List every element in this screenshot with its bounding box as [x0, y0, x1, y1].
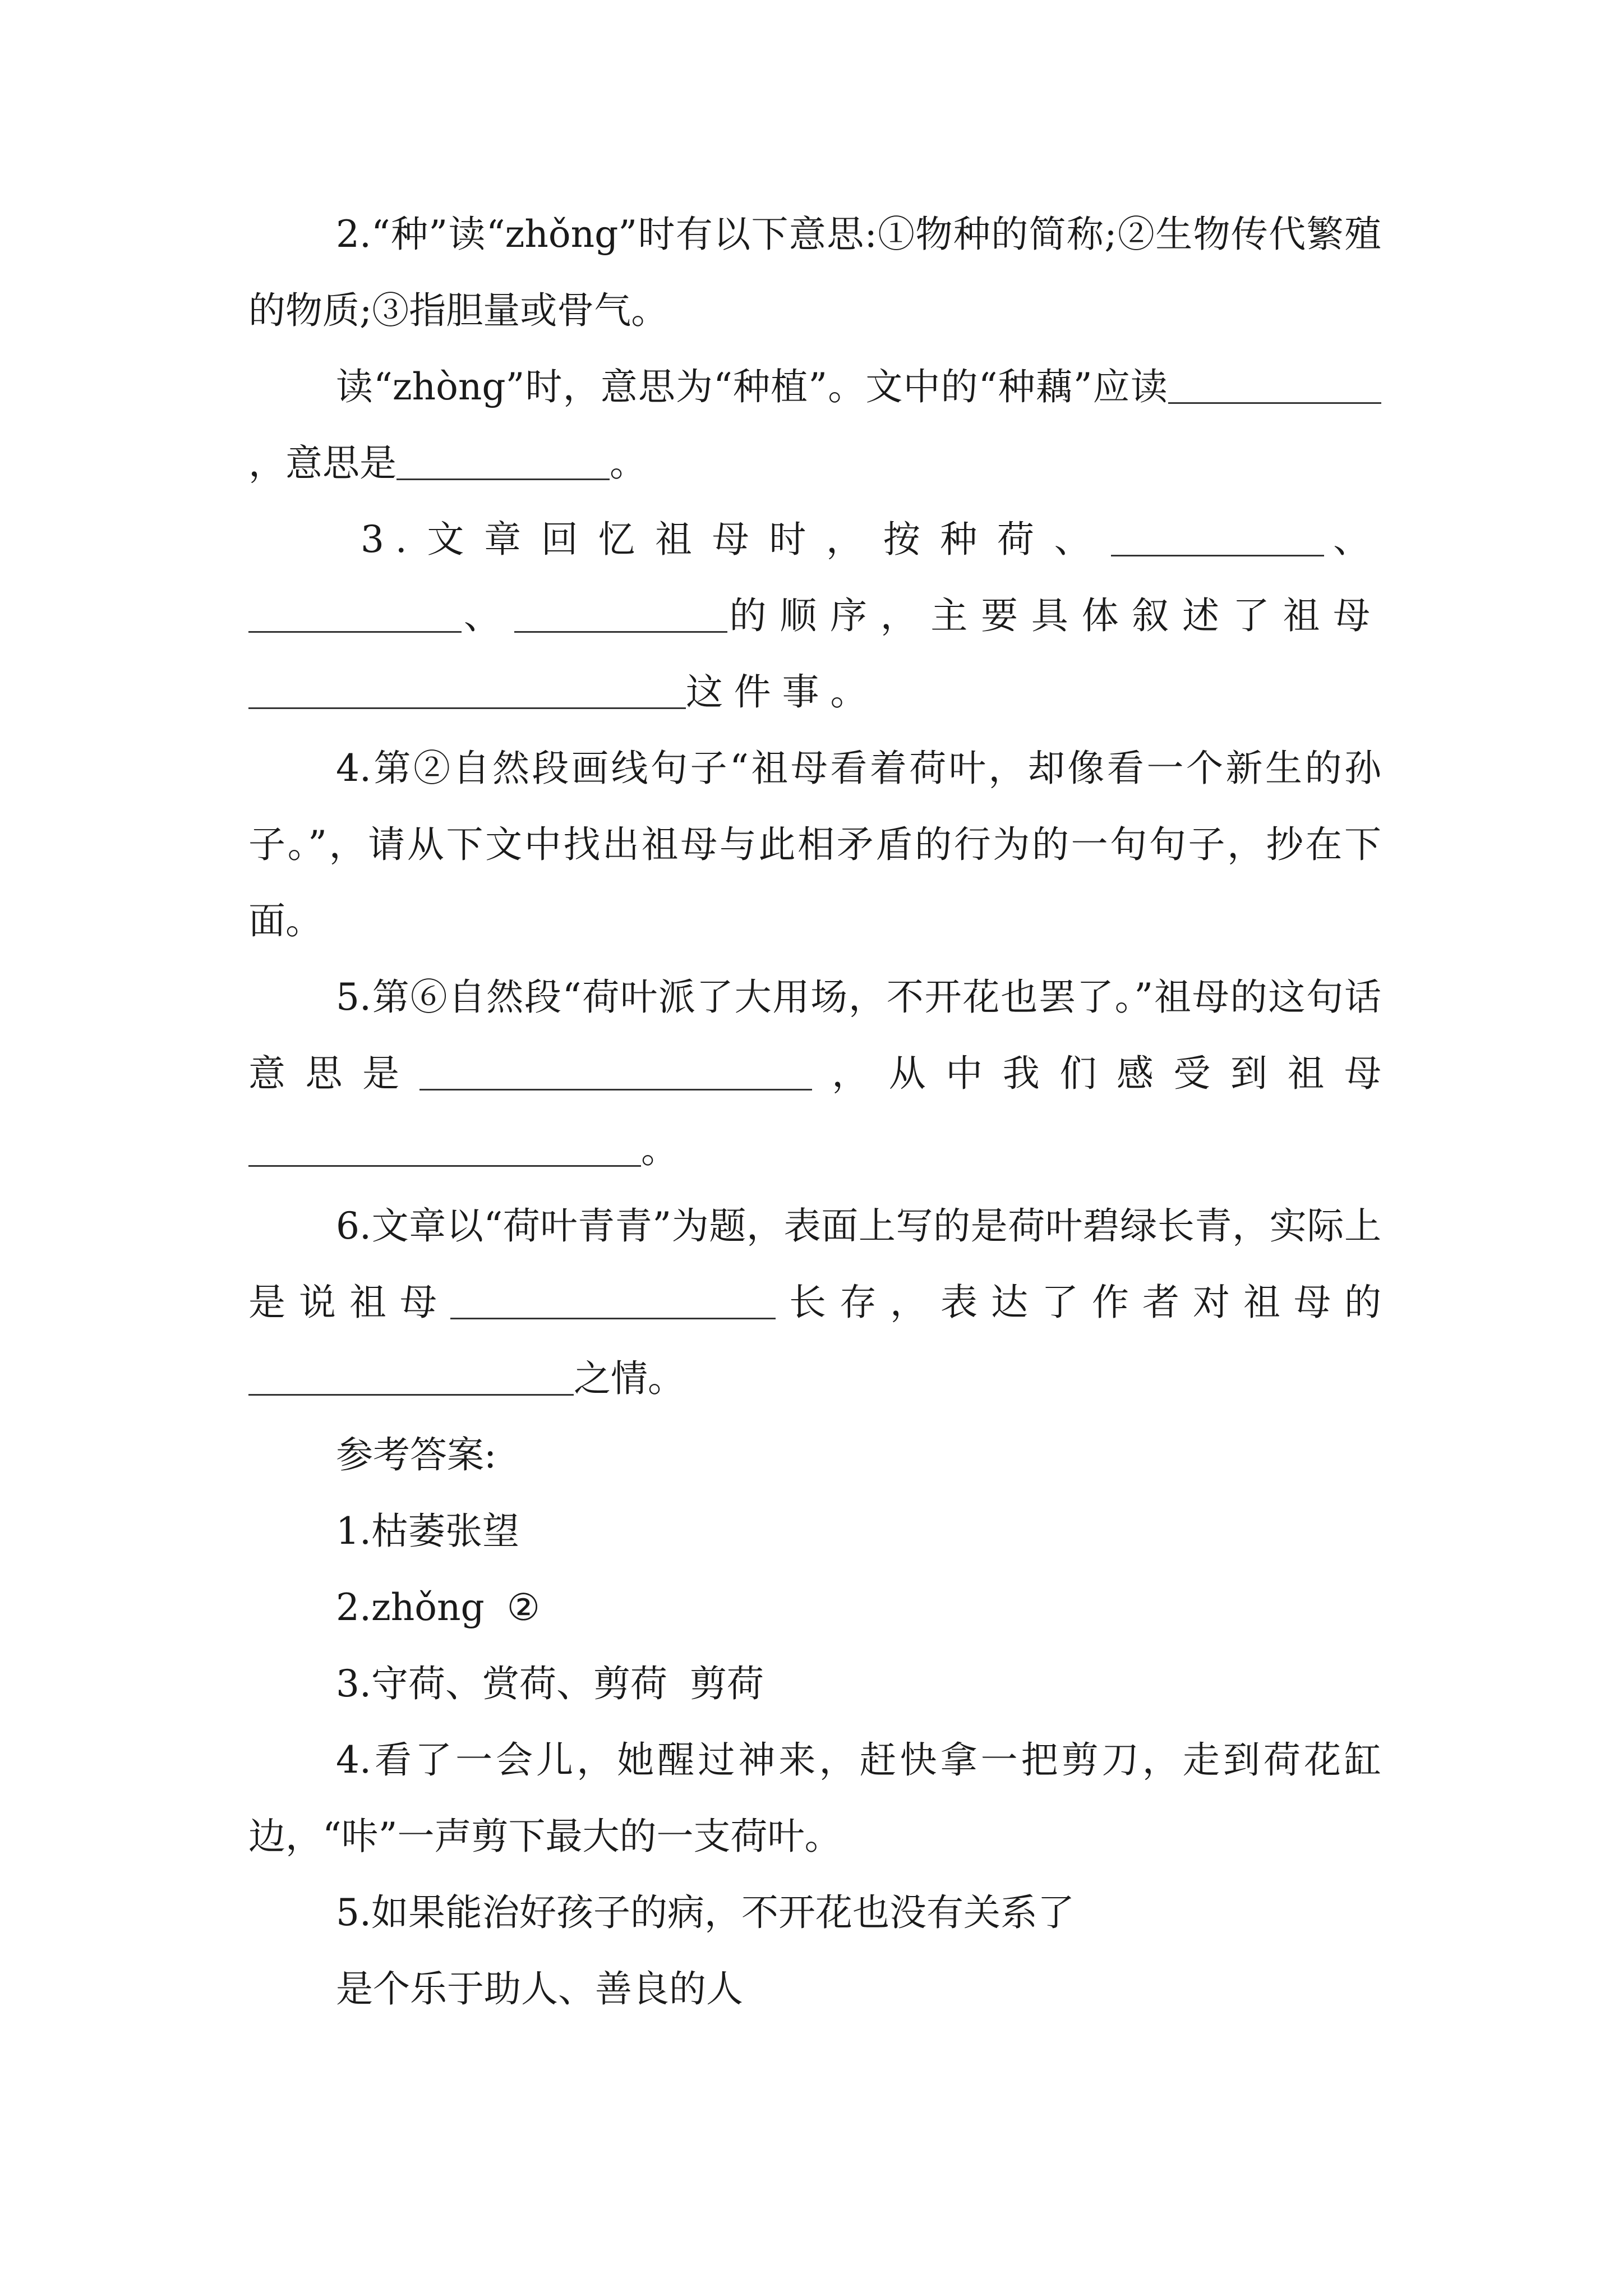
question-3-text-d: 的顺序，主要具体叙述了祖母: [727, 594, 1381, 637]
question-3-text-a: 3.文章回忆祖母时，按种荷、: [361, 518, 1112, 561]
question-5-text-b: ，从中我们感受到祖母: [811, 1052, 1382, 1095]
answer-5: 5.如果能治好孩子的病，不开花也没有关系了: [336, 1891, 1075, 1934]
question-4: 4.第②自然段画线句子“祖母看着荷叶，却像看一个新生的孙子。”，请从下文中找出祖母与此相矛盾的行为的一句句子，抄在下面。: [248, 747, 1381, 942]
question-3-text-c: 、: [462, 594, 514, 637]
question-6-text-a: 6.文章以“荷叶青青”为题，表面上写的是荷叶碧绿长青，实际上是说祖母: [248, 1204, 1381, 1324]
answer-3-order: 3.守荷、赏荷、剪荷: [336, 1662, 667, 1705]
answer-5-extra: 是个乐于助人、善良的人: [336, 1967, 743, 2010]
answer-blank[interactable]: [248, 1361, 574, 1396]
question-6-text-b: 长存，表达了作者对祖母的: [776, 1281, 1381, 1324]
question-6-text-c: 之情。: [574, 1357, 685, 1400]
answer-blank[interactable]: [1111, 522, 1324, 556]
question-2-text-a: 读“zhòng”时，意思为“种植”。文中的“种藕”应读: [336, 365, 1168, 408]
answer-blank[interactable]: [248, 598, 462, 633]
answer-blank[interactable]: [248, 674, 686, 709]
answer-blank[interactable]: [248, 1132, 641, 1167]
question-2-prompt: [248, 349, 1381, 501]
question-2-text-b: ，意思是: [248, 441, 396, 485]
question-3: [248, 501, 1381, 730]
question-2-options: 2.“种”读“zhǒng”时有以下意思:①物种的简称;②生物传代繁殖的物质;③指胆量或骨气。: [248, 213, 1381, 332]
answer-1: 1.枯萎张望: [336, 1510, 519, 1553]
answer-blank[interactable]: [450, 1285, 776, 1319]
answer-2-option: ②: [506, 1586, 540, 1629]
question-5: [248, 959, 1381, 1188]
answer-2-pinyin: 2.zhǒng: [336, 1586, 485, 1629]
answers-heading: 参考答案:: [336, 1433, 497, 1476]
question-6: [248, 1188, 1381, 1417]
question-5-text-c: 。: [641, 1128, 678, 1171]
answer-blank[interactable]: [514, 598, 727, 633]
answer-3-event: 剪荷: [689, 1662, 764, 1705]
answer-4: 4.看了一会儿，她醒过神来，赶快拿一把剪刀，走到荷花缸边，“咔”一声剪下最大的一支荷叶。: [248, 1738, 1381, 1858]
question-5-text-a: 5.第⑥自然段“荷叶派了大用场，不开花也罢了。”祖母的这句话意思是: [248, 976, 1381, 1095]
answer-blank[interactable]: [1168, 369, 1381, 404]
question-2-text-c: 。: [610, 441, 647, 485]
question-3-text-e: 这件事。: [686, 670, 879, 714]
answer-3: [248, 1646, 1381, 1722]
question-3-text-b: 、: [1324, 518, 1381, 561]
document-body: [248, 196, 1381, 2027]
answer-2: [248, 1570, 1381, 1646]
answer-blank[interactable]: [396, 445, 610, 480]
answer-blank[interactable]: [419, 1056, 812, 1091]
